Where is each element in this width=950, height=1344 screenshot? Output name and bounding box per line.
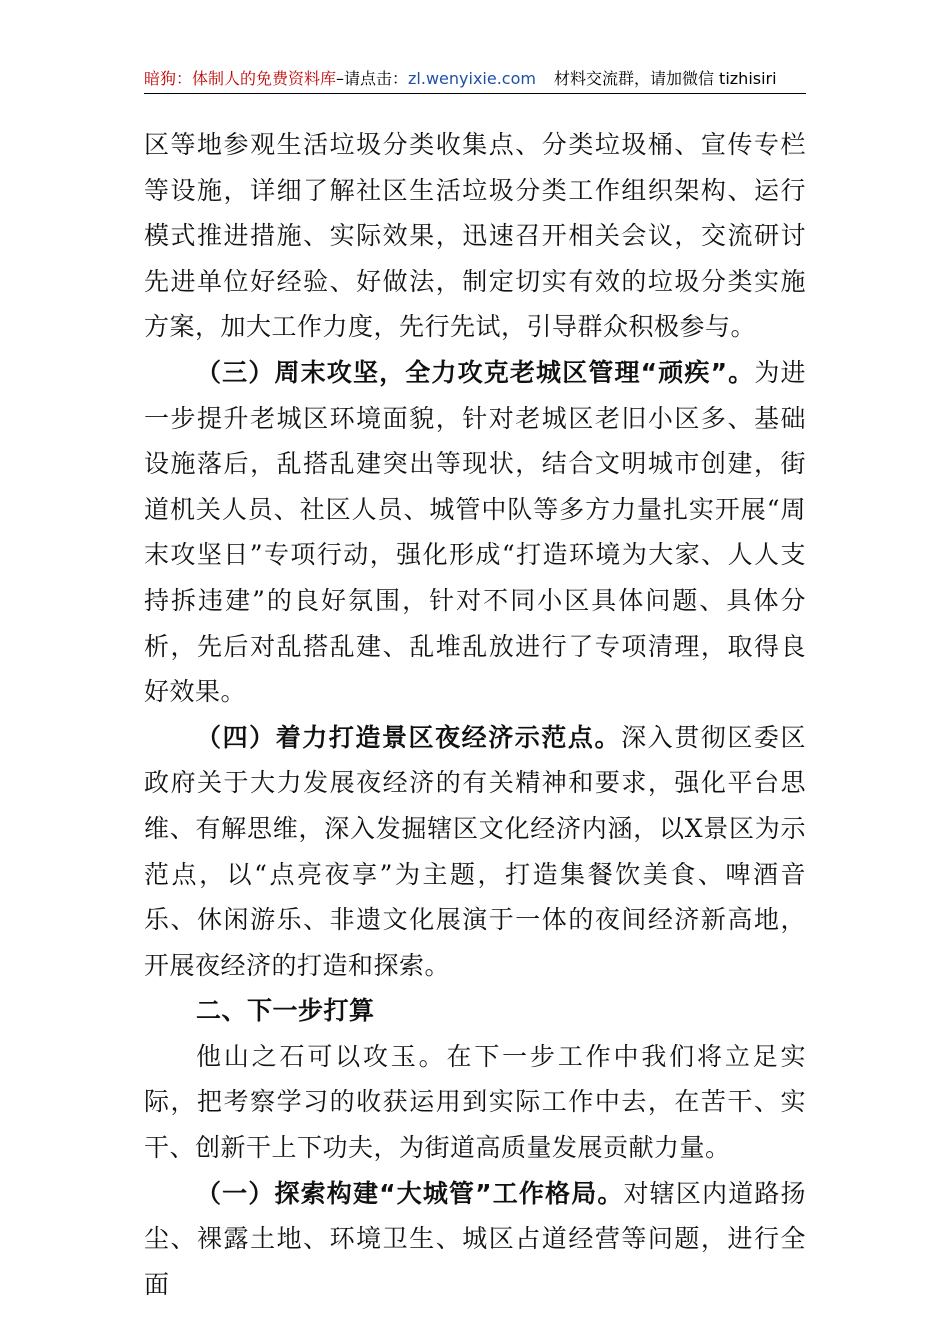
header-wechat-note: 材料交流群，请加微信 tizhisiri xyxy=(553,69,777,88)
header-brand: 暗狗：体制人的免费资料库 xyxy=(144,69,337,88)
paragraph-weekend-campaign xyxy=(144,350,806,715)
header-divider xyxy=(144,93,806,94)
paragraph-heading: （三）周末攻坚，全力攻克老城区管理“顽疾”。 xyxy=(196,357,755,387)
paragraph-heading: （四）着力打造景区夜经济示范点。 xyxy=(196,722,622,752)
paragraph-heading: （一）探索构建“大城管”工作格局。 xyxy=(196,1178,624,1208)
page-header xyxy=(144,68,806,94)
document-body xyxy=(144,122,806,1307)
header-prompt: –请点击： xyxy=(336,69,409,88)
paragraph-text: 深入贯彻区委区政府关于大力发展夜经济的有关精神和要求，强化平台思维、有解思维，深入发掘辖区文化经济内涵，以X景区为示范点，以“点亮夜享”为主题，打造集餐饮美食、啤酒音乐、休闲游乐、非遗文化展演于一体的夜间经济新高地，开展夜经济的打造和探索。 xyxy=(144,722,806,980)
paragraph-city-management xyxy=(144,1171,806,1308)
paragraph-next-steps: 他山之石可以攻玉。在下一步工作中我们将立足实际，把考察学习的收获运用到实际工作中去，在苦干、实干、创新干上下功夫，为街道高质量发展贡献力量。 xyxy=(144,1041,806,1163)
paragraph-text: 对辖区内道路扬尘、裸露土地、环境卫生、城区占道经营等问题，进行全面 xyxy=(144,1178,806,1299)
header-link[interactable]: zl.wenyixie.com xyxy=(408,69,536,88)
paragraph-text: 为进一步提升老城区环境面貌，针对老城区老旧小区多、基础设施落后，乱搭乱建突出等现状，结合文明城市创建，街道机关人员、社区人员、城管中队等多方力量扎实开展“周末攻坚日”专项行动，强化形成“打造环境为大家、人人支持拆违建”的良好氛围，针对不同小区具体问题、具体分析，先后对乱搭乱建、乱堆乱放进行了专项清理，取得良好效果。 xyxy=(144,357,806,707)
paragraph-continued: 区等地参观生活垃圾分类收集点、分类垃圾桶、宣传专栏等设施，详细了解社区生活垃圾分类工作组织架构、运行模式推进措施、实际效果，迅速召开相关会议，交流研讨先进单位好经验、好做法，制定切实有效的垃圾分类实施方案，加大工作力度，先行先试，引导群众积极参与。 xyxy=(144,130,806,342)
section-heading: 二、下一步打算 xyxy=(196,996,375,1026)
paragraph-night-economy xyxy=(144,715,806,989)
